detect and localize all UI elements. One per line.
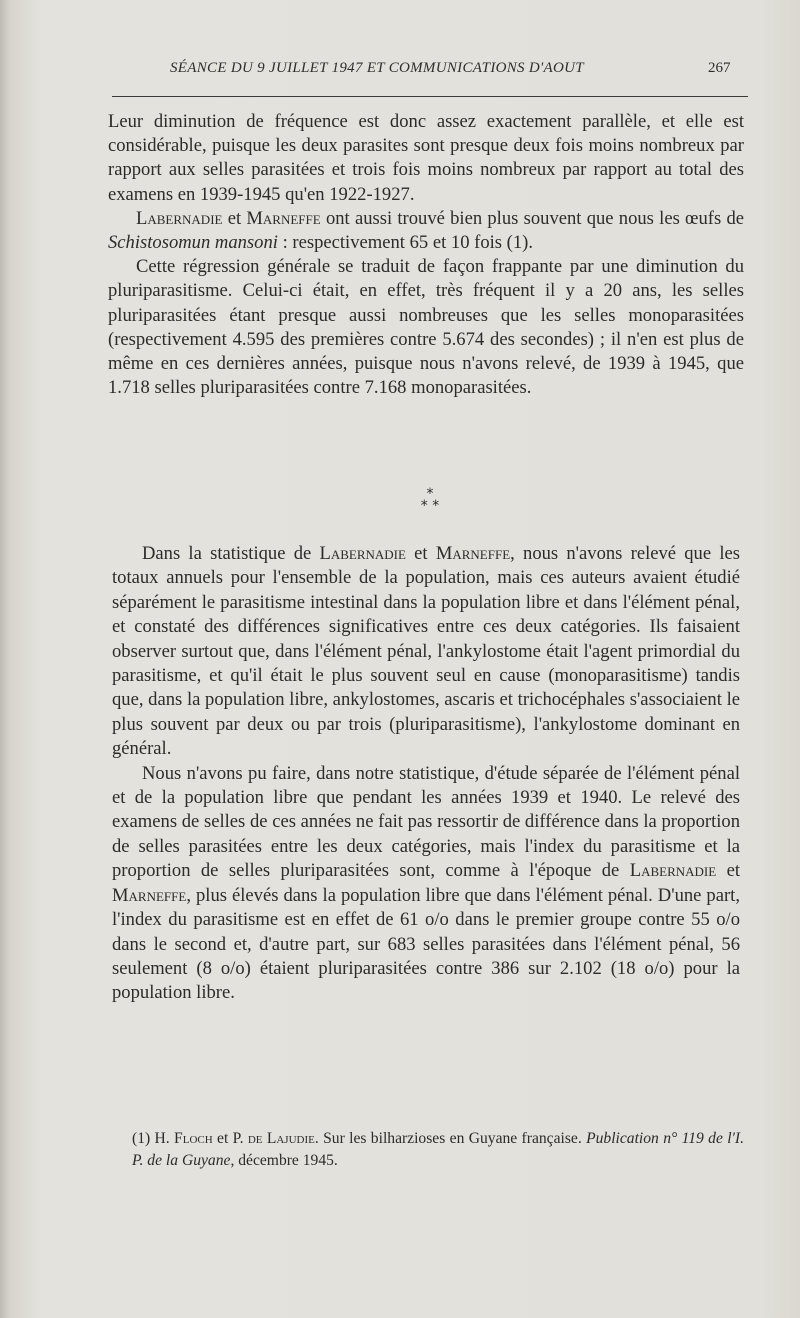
- footnote-conjunction: et P.: [212, 1130, 248, 1147]
- paragraph-2-text-a: ont aussi trouvé bien plus souvent que nous les œufs de: [320, 207, 744, 229]
- author-marneffe: Marneffe: [246, 207, 321, 229]
- footnote-text-a: . Sur les bilharzioses en Guyane française.: [314, 1130, 587, 1147]
- section-separator: [400, 488, 460, 512]
- footnote-author-lajudie: de Lajudie: [247, 1130, 315, 1147]
- paragraph-5: [112, 762, 740, 1006]
- author-marneffe: Marneffe: [112, 884, 187, 906]
- footnote-text-b: , décembre 1945.: [230, 1152, 338, 1169]
- header-rule: [112, 96, 748, 97]
- body-section-1: [108, 110, 744, 400]
- footnote-marker: (1) H.: [132, 1130, 175, 1147]
- author-labernadie: Labernadie: [629, 860, 717, 882]
- footnote: [132, 1128, 744, 1172]
- paragraph-5-text-b: , plus élevés dans la population libre que dans l'élément pénal. D'une part, l'index du parasitisme est en effet de 61 o/o dans le premier groupe contre 55 o/o dans le second et, d'autre part, sur 683 selles parasitées dans l'élément pénal, 56 seulement (8 o/o) étaient pluriparasitées contre 386 sur 2.102 (18 o/o) pour la population libre.: [112, 884, 740, 1004]
- species-name: Schistosomun mansoni: [108, 232, 278, 254]
- conjunction: et: [405, 543, 436, 564]
- paragraph-3: Cette régression générale se traduit de façon frappante par une diminution du pluriparasitisme. Celui-ci était, en effet, très fréquent il y a 20 ans, les selles pluriparasitées étant presque aussi nombreuses que les selles monoparasitées (respectivement 4.595 des premières contre 5.674 des secondes) ; il n'en est plus de même en ces dernières années, puisque nous n'avons relevé, de 1939 à 1945, que 1.718 selles pluriparasitées contre 7.168 monoparasitées.: [108, 256, 744, 399]
- footnote-publication: Publication n° 119 de l'I. P. de la Guyane: [132, 1130, 744, 1169]
- author-labernadie: Labernadie: [319, 543, 406, 564]
- paragraph-2: [108, 207, 744, 255]
- conjunction: et: [222, 207, 247, 229]
- separator-stars-bottom: * *: [420, 498, 440, 514]
- running-title: SÉANCE DU 9 JUILLET 1947 ET COMMUNICATIONS D'AOUT: [170, 60, 584, 76]
- paragraph-4: [112, 542, 740, 762]
- paragraph-4-text-a: Dans la statistique de: [142, 543, 320, 564]
- footnote-author-floch: Floch: [174, 1130, 213, 1147]
- conjunction: et: [716, 860, 741, 882]
- paragraph-4-text-b: , nous n'avons relevé que les totaux annuels pour l'ensemble de la population, mais ces auteurs avaient étudié séparément le parasitisme intestinal dans la population libre et dans l'élément pénal, et constaté des différences significatives entre ces deux catégories. Ils faisaient observer surtout que, dans l'élément pénal, l'ankylostome était l'agent primordial du parasitisme, et qu'il était le plus souvent seul en cause (monoparasitisme) tandis que, dans la population libre, ankylostomes, ascaris et trichocéphales s'associaient le plus souvent par deux ou par trois (pluriparasitisme), l'ankylostome dominant en général.: [112, 543, 740, 760]
- paragraph-2-text-b: : respectivement 65 et 10 fois (1).: [277, 232, 534, 254]
- author-marneffe: Marneffe: [435, 543, 511, 564]
- body-section-2: [112, 542, 740, 1006]
- separator-star-top: *: [426, 486, 434, 502]
- author-labernadie: Labernadie: [136, 207, 223, 229]
- paragraph-1: Leur diminution de fréquence est donc assez exactement parallèle, et elle est considérable, puisque les deux parasites sont presque deux fois moins nombreux par rapport aux selles parasitées et trois fois moins nombreux par rapport au total des examens en 1939-1945 qu'en 1922-1927.: [108, 111, 744, 205]
- paragraph-5-text-a: Nous n'avons pu faire, dans notre statistique, d'étude séparée de l'élément pénal et de la population libre que pendant les années 1939 et 1940. Le relevé des examens de selles de ces années ne fait pas ressortir de différence dans la proportion de selles parasitées entre les deux catégories, mais l'index du parasitisme et la proportion de selles pluriparasitées sont, comme à l'époque de: [112, 762, 740, 882]
- page-number: 267: [708, 60, 731, 76]
